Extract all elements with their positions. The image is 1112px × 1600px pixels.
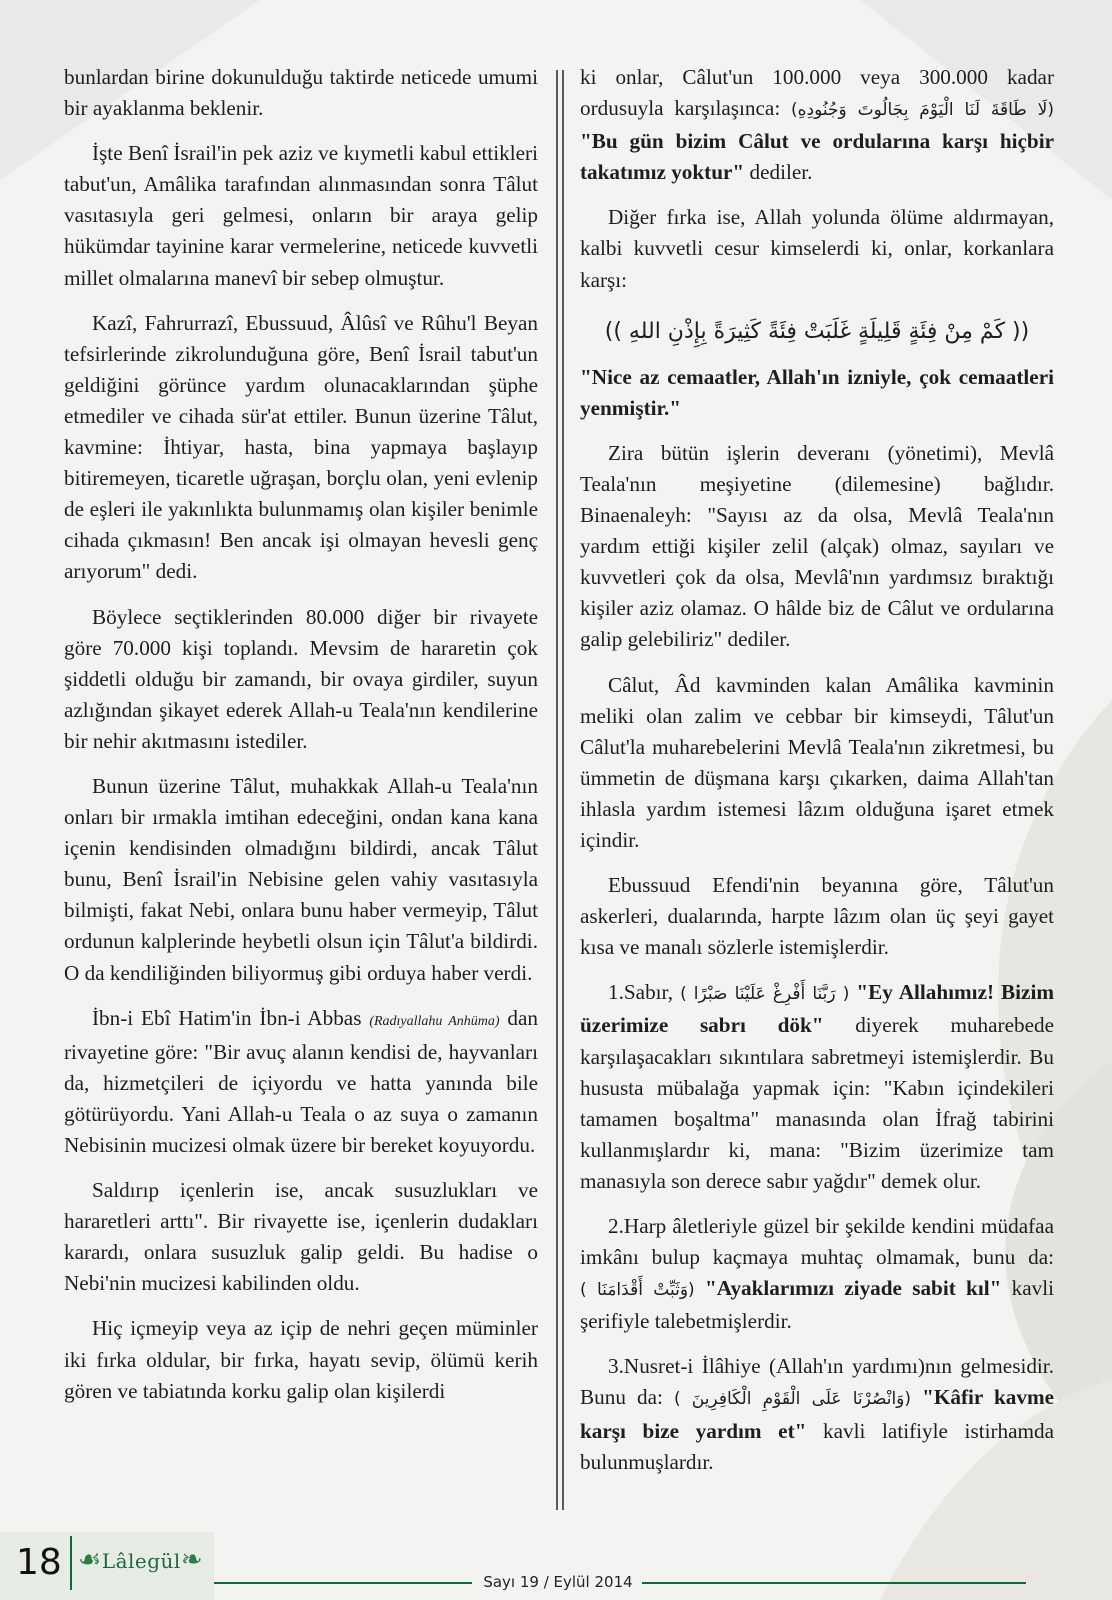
left-paragraph-6-start: İbn-i Ebî Hatim'in İbn-i Abbas: [92, 1005, 362, 1030]
left-paragraph-5: Bunun üzerine Tâlut, muhakkak Allah-u Teala'nın onları bir ırmakla imtihan edeceğini, ondan kana kana içenin kendisinden olmadığını bildirdi, ancak Tâlut bunu, Benî İsrail'in Nebisine gelen vahiy vasıtasıyla bilmişti, fakat Nebi, onlara bunu haber vermeyip, Tâlut ordunun kalplerinde heybetli olsun için Tâlut'a bildirdi. O da kendiliğinden biliyormuş gibi orduya haber verdi.: [64, 773, 538, 985]
arabic-verse: (( كَمْ مِنْ فِئَةٍ قَلِيلَةٍ غَلَبَتْ فِئَةً كَثِيرَةً بِإِذْنِ اللهِ )): [604, 318, 1030, 344]
left-paragraph-1: bunlardan birine dokunulduğu taktirde neticede umumi bir ayaklanma beklenir.: [64, 65, 538, 121]
item-2-text: 2.Harp âletleriyle güzel bir şekilde kendini müdafaa imkânı bulup kaçmaya muhtaç olmamak, bunu da:: [580, 1214, 1054, 1270]
footer-rule-left: [214, 1582, 472, 1584]
magazine-name: Lâlegül: [101, 1549, 181, 1573]
logo-swash-end-icon: ❧: [180, 1545, 204, 1575]
bold-quote-3: "Ey Allahımız! Bizim üzerimize sabrı dök": [580, 980, 1054, 1038]
bold-quote-5: "Kâfir kavme karşı bize yardım et": [580, 1385, 1054, 1443]
bold-quote-4: "Ayaklarımızı ziyade sabit kıl": [694, 1276, 1002, 1301]
right-paragraph-5: Câlut, Âd kavminden kalan Amâlika kavminin meliki olan zalim ve cebbar bir kimseydi, Tâlut'un Câlut'la muharebelerini Mevlâ Teala'nın zikretmesi, bu ümmetin de düşmana karşı çıkarken, daima Allah'tan ihlasla yardım istemesi lâzım olduğuna işaret etmek içindir.: [580, 672, 1054, 852]
issue-info: Sayı 19 / Eylül 2014: [483, 1573, 633, 1591]
magazine-logo: [78, 1545, 203, 1576]
bold-quote-2: "Nice az cemaatler, Allah'ın izniyle, çok cemaatleri yenmiştir.": [580, 364, 1054, 420]
left-paragraph-6: [64, 1003, 538, 1161]
right-paragraph-6: Ebussuud Efendi'nin beyanına göre, Tâlut'un askerleri, dualarında, harpte lâzım olan üç şeyi gayet kısa ve manalı sözlerle istemişlerdir.: [580, 873, 1054, 960]
right-paragraph-8: [580, 1211, 1054, 1337]
column-divider: [556, 70, 564, 1510]
right-paragraph-1: [580, 62, 1054, 188]
arabic-quote-3: (وَثَبِّتْ أَقْدَامَنَا ): [580, 1280, 695, 1301]
right-paragraph-2: Diğer fırka ise, Allah yolunda ölüme aldırmayan, kalbi kuvvetli cesur kimselerdi ki, onlar, korkanlara karşı:: [580, 205, 1054, 292]
bold-quote-1: "Bu gün bizim Câlut ve ordularına karşı hiçbir takatımız yoktur": [580, 129, 1054, 185]
arabic-quote-4: (وَانْصُرْنَا عَلَى الْقَوْمِ الْكَافِرِينَ ): [673, 1389, 912, 1410]
right-paragraph-7: [580, 977, 1054, 1197]
right-paragraph-9: [580, 1351, 1054, 1477]
left-paragraph-4: Böylece seçtiklerinden 80.000 diğer bir rivayete göre 70.000 kişi toplandı. Mevsim de hararetin çok şiddetli olduğu bir zamandı, bir ovaya girdiler, suyun azlığından şikayet ederek Allah-u Teala'nın kendilerine bir nehir akıtmasını istediler.: [64, 604, 538, 753]
left-paragraph-3: Kazî, Fahrurrazî, Ebussuud, Âlûsî ve Rûhu'l Beyan tefsirlerinde zikrolunduğuna göre, Benî İsrail tabut'un geldiğini görünce yardım olunacaklarından şüphe etmediler ve cihada sür'at ettiler. Bunun üzerine Tâlut, kavmine: İhtiyar, hasta, bina yapmaya başlayıp bitiremeyen, ticaretle uğraşan, borçlu olan, yeni evlenip de eşleri ile yakınlıkta bulunmamış olan kişiler benimle cihada çıkmasın! Ben ancak işi olmayan hevesli genç arıyorum" dedi.: [64, 310, 538, 584]
right-paragraph-1-end: dediler.: [744, 160, 813, 185]
right-paragraph-7-end: diyerek muharebede karşılaşacakları sıkıntılara sabretmeyi istemişlerdir. Bu hususta mübalağa yapmak için: "Kabın içindekileri tamamen boşaltma" manasında olan İfrağ tabirini kullanmışlardır ki, mana: "Bizim üzerimize tam manasıyla son derece sabır yağdır" demek olur.: [580, 1013, 1054, 1193]
item-3-text: 3.Nusret-i İlâhiye (Allah'ın yardımı)nın gelmesidir. Bunu da:: [580, 1354, 1054, 1410]
right-paragraph-1-start: ki onlar, Câlut'un 100.000 veya 300.000 kadar ordusuyla karşılaşınca:: [580, 65, 1054, 121]
left-column: [64, 62, 538, 1421]
left-paragraph-2: İşte Benî İsrail'in pek aziz ve kıymetli kabul ettikleri tabut'un, Amâlika tarafından alınmasından sonra Tâlut vasıtasıyla geri gelmesi, onların bir araya gelip hükümdar tayinine karar vermelerine, neticede kuvvetli millet olmalarına manevî bir sebep olmuştur.: [64, 141, 538, 290]
left-paragraph-8: Hiç içmeyip veya az içip de nehri geçen müminler iki fırka oldular, bir fırka, hayatı sevip, ölümü kerih gören ve tabiatında korku galip olan kişilerdi: [64, 1316, 538, 1403]
item-1-label: 1.Sabır,: [608, 980, 681, 1005]
right-paragraph-4: Zira bütün işlerin deveranı (yönetimi), Mevlâ Teala'nın meşiyetine (dilemesine) bağlıdır. Binaenaleyh: "Sayısı az da olsa, Mevlâ Teala'nın yardım ettiği kişiler zelil (alçak) olmaz, sayıları ve kuvvetleri çok da olsa, Mevlâ'nın yardımsız bıraktığı kişiler aziz olamaz. O hâlde biz de Câlut ve ordularına galip gelebiliriz" dediler.: [580, 440, 1054, 652]
page-number: 18: [16, 1536, 72, 1590]
right-paragraph-8-end: kavli şerifiyle talebetmişlerdir.: [580, 1276, 1054, 1334]
arabic-quote-2: ( رَبَّنَا أَفْرِغْ عَلَيْنَا صَبْرًا ): [680, 984, 850, 1005]
logo-swash-icon: ☙: [78, 1545, 102, 1575]
right-column: [580, 62, 1054, 1492]
left-paragraph-6-rest: dan rivayetine göre: "Bir avuç alanın kendisi de, hayvanları da, hizmetçileri de içiyordu ve hatta yanında bile götürüyordu. Yani Allah-u Teala o az suya o zamanın Nebisinin mucizesi olmak üzere bir bereket koyuyordu.: [64, 1005, 538, 1157]
right-paragraph-9-end: kavli latifiyle istirhamda bulunmuşlardır.: [580, 1418, 1054, 1474]
arabic-quote-1: (لَا طَاقَةَ لَنَا الْيَوْمَ بِجَالُوتَ وَجُنُودِهِ): [790, 100, 1055, 121]
footer-rule-right: [642, 1582, 1026, 1584]
left-paragraph-7: Saldırıp içenlerin ise, ancak susuzlukları ve hararetleri arttı". Bir rivayette ise, içenlerin dudakları karardı, onlara susuzluk galip geldi. Bu hadise o Nebi'nin mucizesi kabilinden oldu.: [64, 1178, 538, 1296]
honorific-note: (Radıyallahu Anhüma): [369, 1013, 500, 1029]
